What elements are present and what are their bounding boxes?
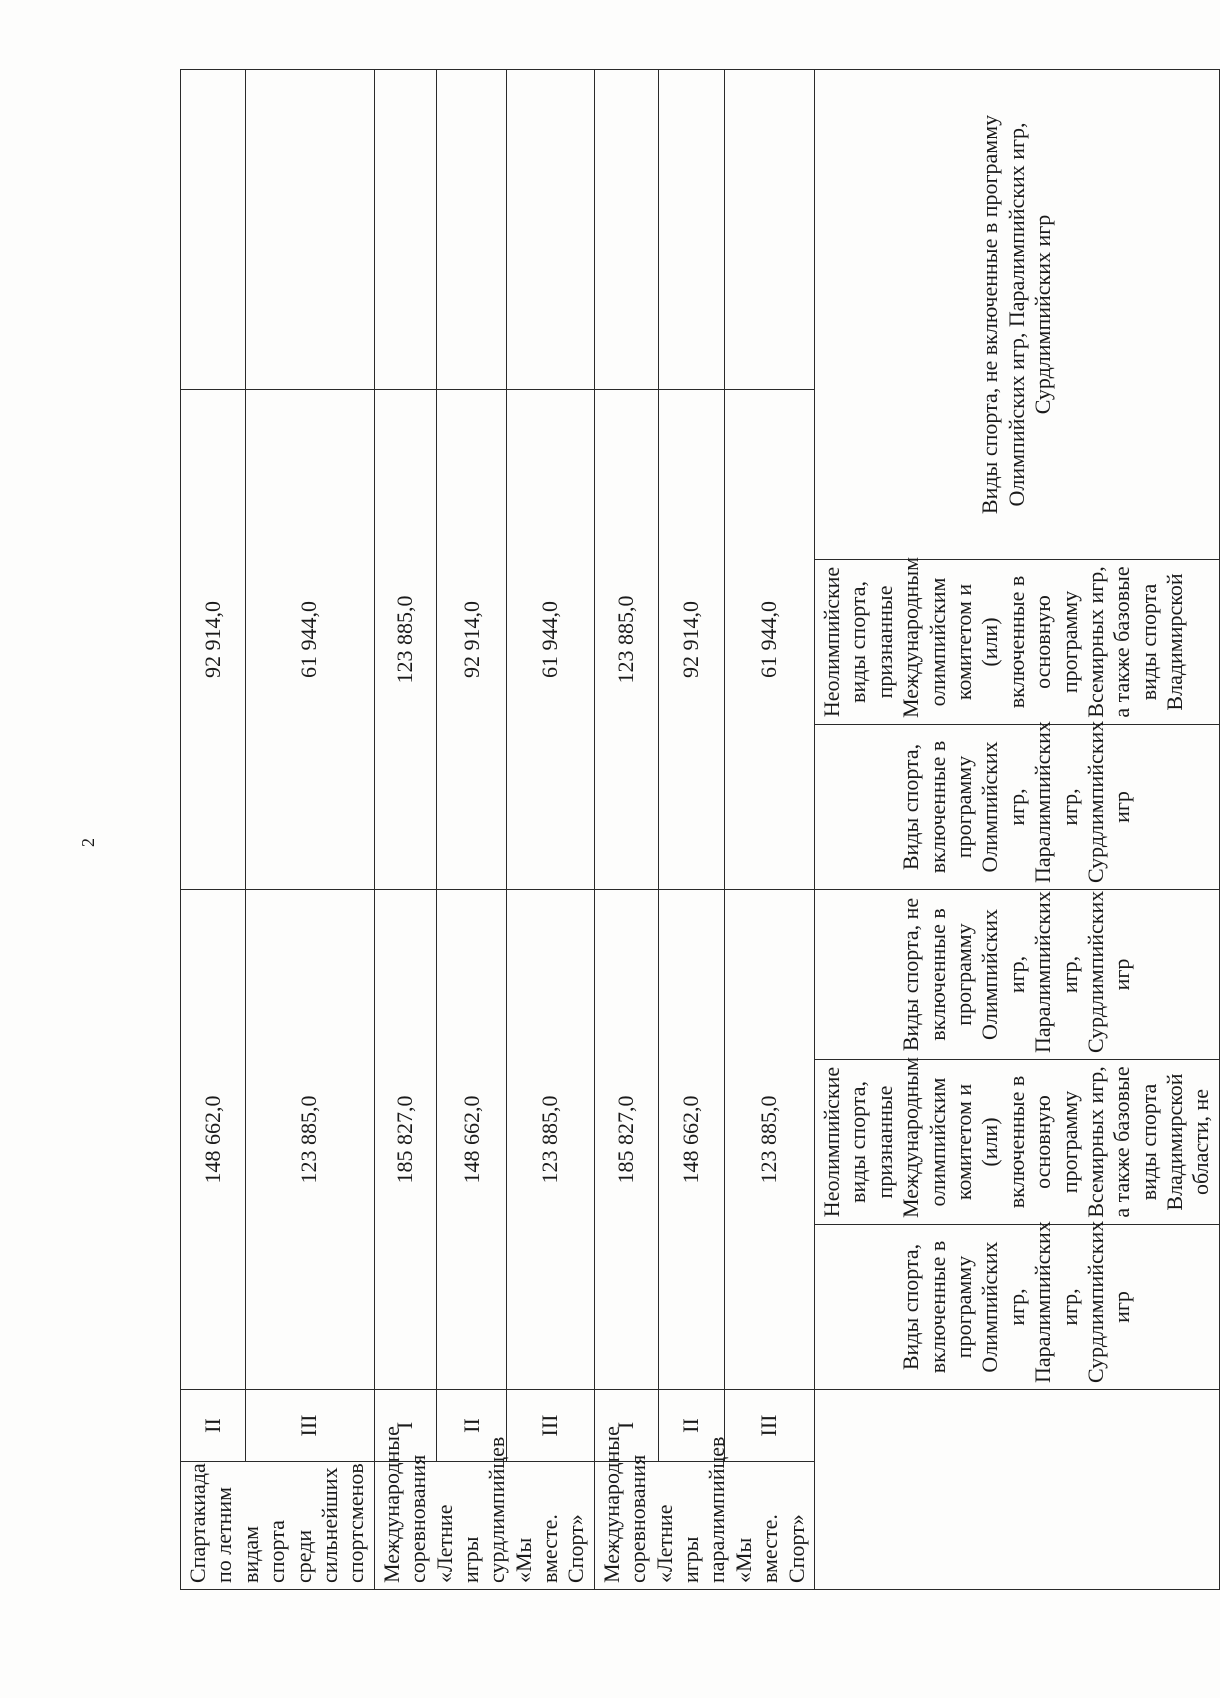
amount-cell: 92 914,0 — [437, 389, 507, 889]
empty-cell — [814, 1390, 1219, 1590]
amount-cell: 123 885,0 — [594, 389, 658, 889]
category-cell: Неолимпийские виды спорта, признанные Международным олимпийским комитетом и (или) включенные в основную программу Всемирных игр, а также базовые виды спорта Владимирской — [814, 559, 1219, 724]
empty-cell — [658, 69, 725, 389]
page-number: 2 — [78, 838, 98, 847]
event-name-cell: Международные соревнования «Летние игры сурдлимпийцев «Мы вместе. Спорт» — [374, 1462, 594, 1590]
amount-cell: 61 944,0 — [507, 389, 595, 889]
level-cell: I — [594, 1390, 658, 1462]
category-row — [814, 69, 1219, 1589]
event-name-cell: Спартакиада по летним видам спорта среди сильнейших спортсменов — [181, 1462, 375, 1590]
category-cell: Виды спорта, не включенные в программу Олимпийских игр, Паралимпийских игр, Сурдлимпийских игр — [814, 69, 1219, 559]
empty-cell — [725, 69, 815, 389]
empty-cell — [245, 69, 374, 389]
empty-cell — [437, 69, 507, 389]
empty-cell — [507, 69, 595, 389]
category-cell: Виды спорта, включенные в программу Олимпийских игр, Паралимпийских игр, Сурдлимпийских игр — [814, 1225, 1219, 1390]
amount-cell: 61 944,0 — [245, 389, 374, 889]
level-cell: III — [507, 1390, 595, 1462]
table-row — [245, 69, 374, 1589]
level-cell: II — [437, 1390, 507, 1462]
empty-cell — [181, 69, 246, 389]
table-row — [437, 69, 507, 1589]
level-cell: II — [658, 1390, 725, 1462]
level-cell: III — [725, 1390, 815, 1462]
amount-cell: 148 662,0 — [437, 889, 507, 1389]
level-cell: I — [374, 1390, 437, 1462]
amount-cell: 61 944,0 — [725, 389, 815, 889]
category-cell: Неолимпийские виды спорта, признанные Международным олимпийским комитетом и (или) включенные в основную программу Всемирных игр, а также базовые виды спорта Владимирской области, не — [814, 1060, 1219, 1225]
amount-cell: 92 914,0 — [181, 389, 246, 889]
amount-cell: 123 885,0 — [725, 889, 815, 1389]
empty-cell — [374, 69, 437, 389]
category-cell: Виды спорта, не включенные в программу Олимпийских игр, Паралимпийских игр, Сурдлимпийских игр — [814, 889, 1219, 1059]
amount-cell: 123 885,0 — [374, 389, 437, 889]
amount-cell: 92 914,0 — [658, 389, 725, 889]
rotated-table-container — [180, 70, 1214, 1590]
amount-cell: 123 885,0 — [507, 889, 595, 1389]
level-cell: II — [181, 1390, 246, 1462]
table-row — [725, 69, 815, 1589]
table-row — [594, 69, 658, 1589]
category-cell: Виды спорта, включенные в программу Олимпийских игр, Паралимпийских игр, Сурдлимпийских игр — [814, 724, 1219, 889]
empty-cell — [594, 69, 658, 389]
amount-cell: 185 827,0 — [374, 889, 437, 1389]
amount-cell: 148 662,0 — [181, 889, 246, 1389]
table-row — [181, 69, 246, 1589]
amount-cell: 148 662,0 — [658, 889, 725, 1389]
amount-cell: 123 885,0 — [245, 889, 374, 1389]
amount-cell: 185 827,0 — [594, 889, 658, 1389]
level-cell: III — [245, 1390, 374, 1462]
table-row — [507, 69, 595, 1589]
table-row — [658, 69, 725, 1589]
prize-amounts-table — [180, 69, 1220, 1590]
event-name-cell: Международные соревнования «Летние игры паралимпийцев «Мы вместе. Спорт» — [594, 1462, 814, 1590]
table-row — [374, 69, 437, 1589]
